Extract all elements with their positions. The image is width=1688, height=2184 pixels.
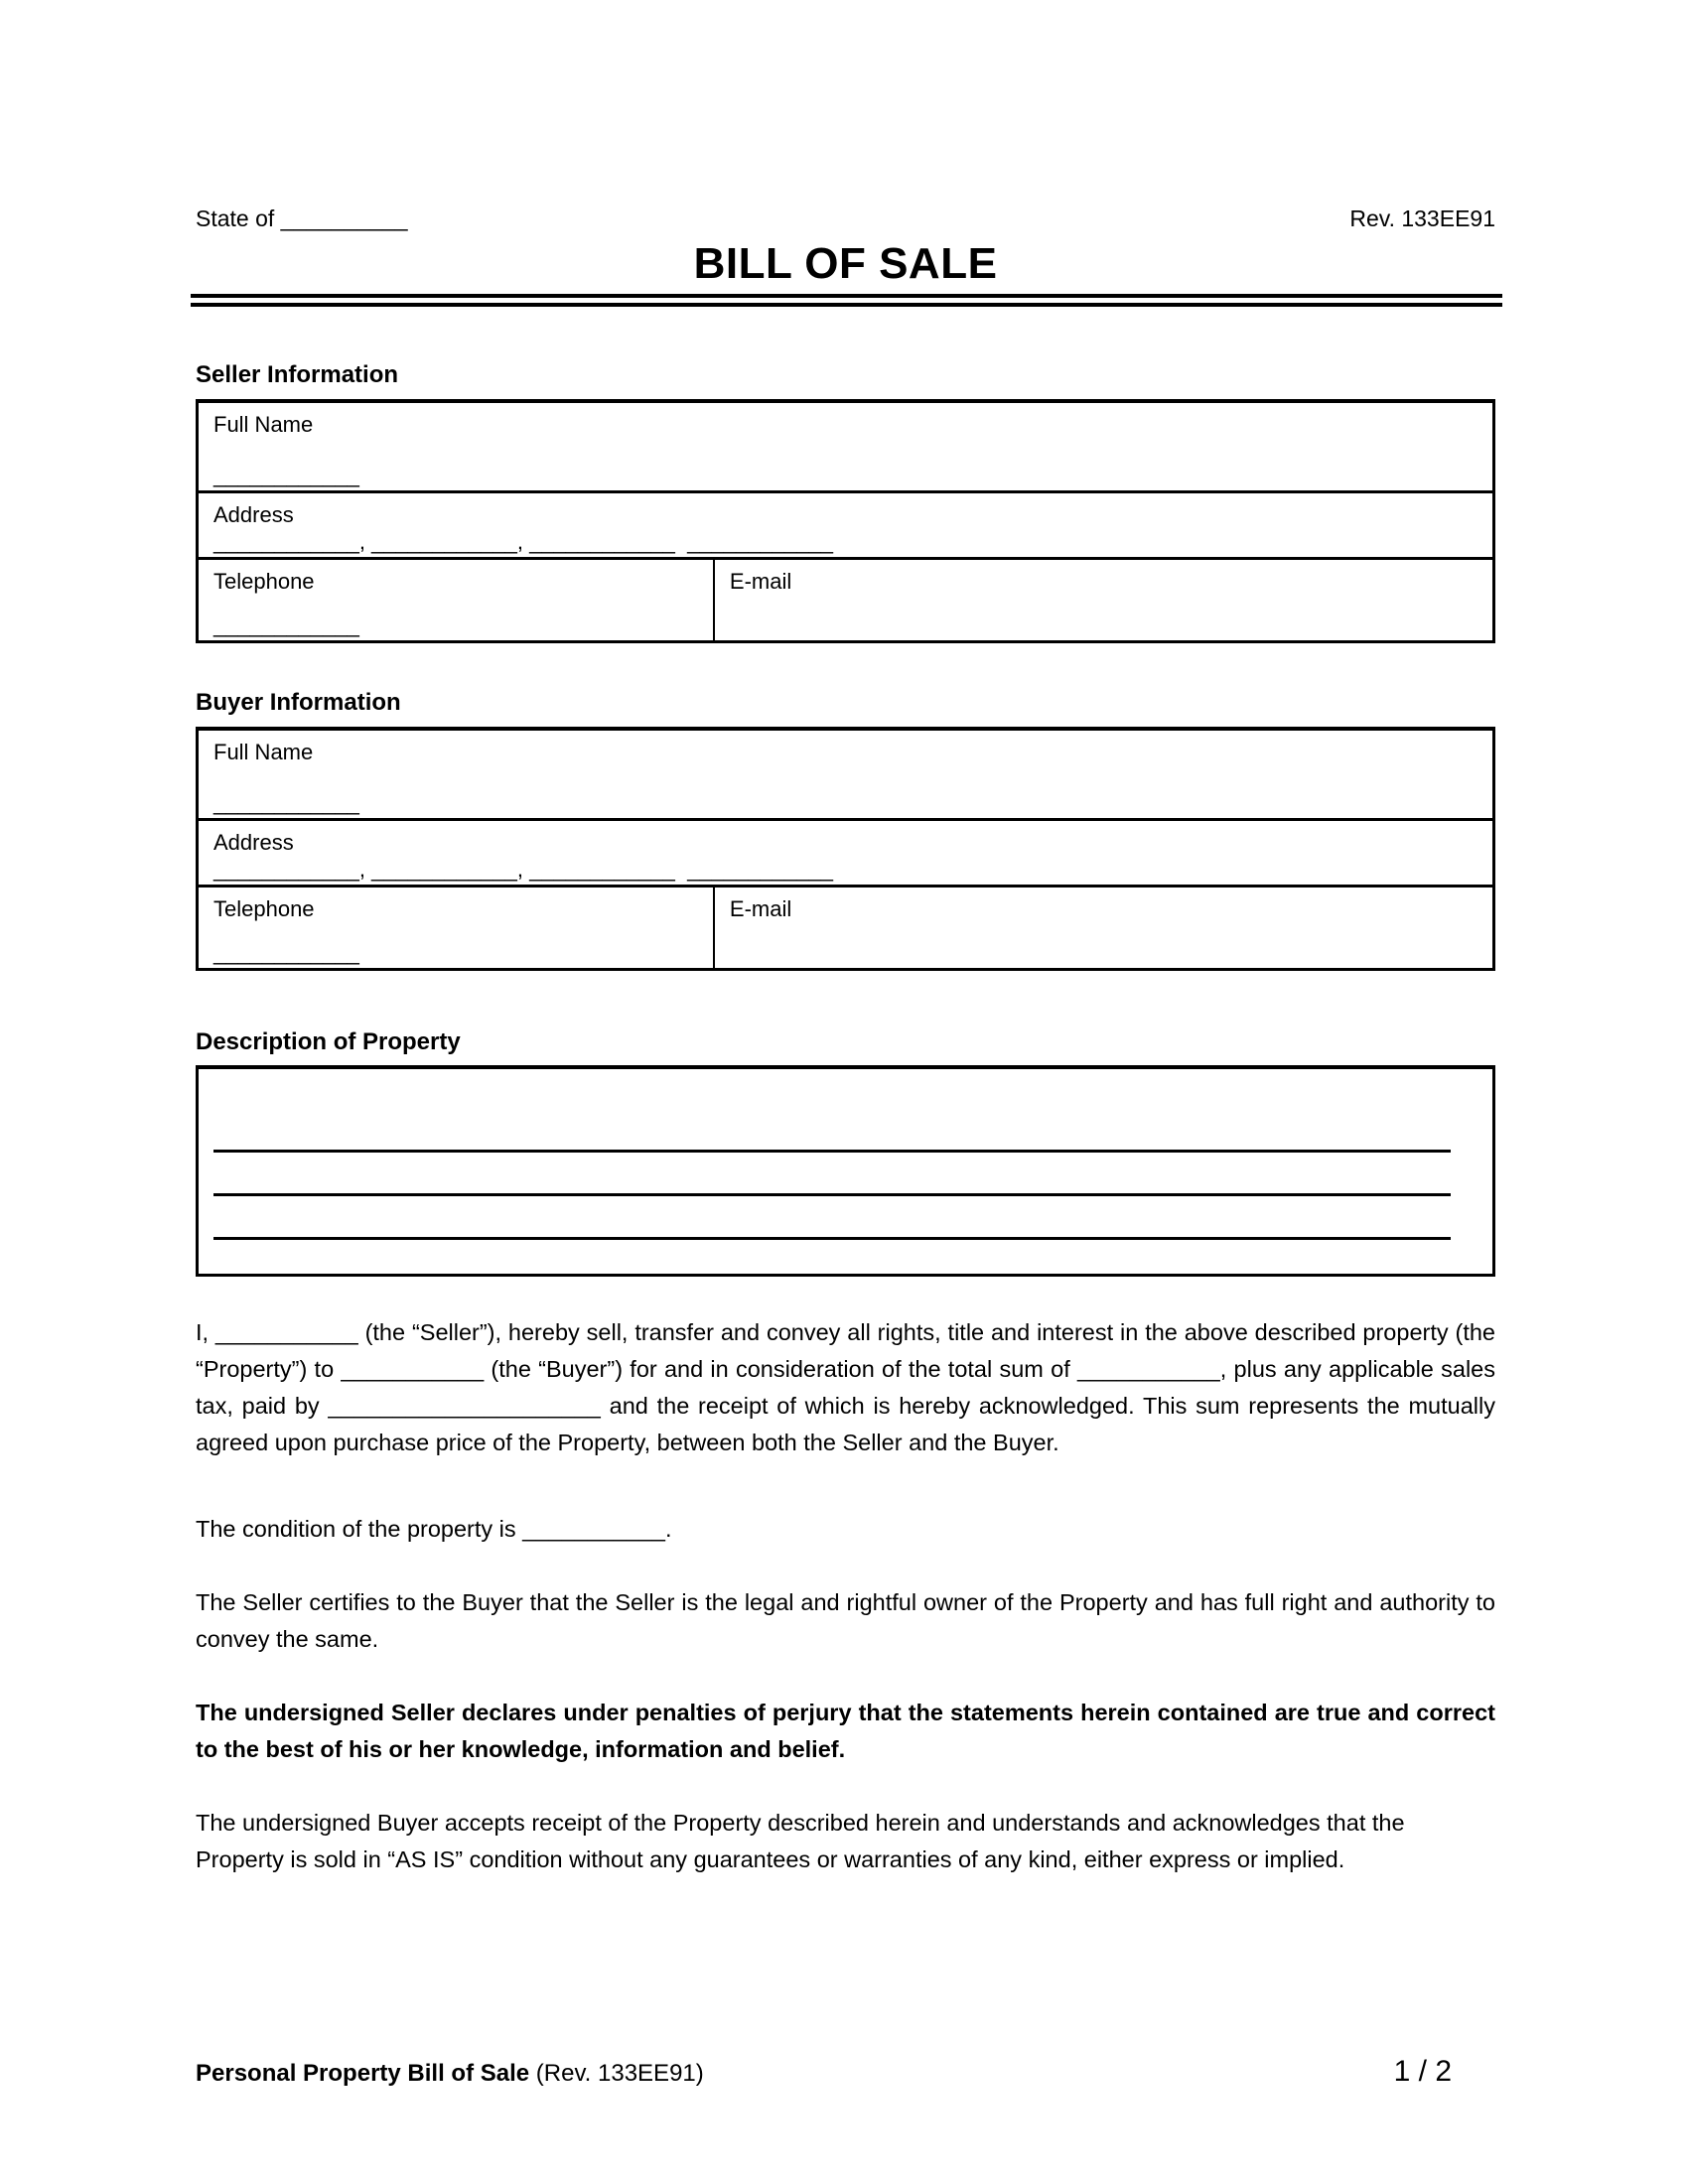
sale-paragraph: I, ___________ (the “Seller”), hereby sell, transfer and convey all rights, title and interest in the above described property (the “Property”) to ___________ (the “Buyer”) for and in consideration of the total sum of ___________, plus any applicable sales tax, paid by _____________________ and the receipt of which is hereby acknowledged. This sum represents the mutually agreed upon purchase price of the Property, between both the Seller and the Buyer.	[196, 1319, 1495, 1455]
seller-full-name-blank: ____________	[213, 463, 359, 487]
document-header	[196, 205, 1495, 232]
seller-telephone-label: Telephone	[213, 569, 315, 594]
description-box	[196, 1065, 1495, 1277]
buyer-contact-row	[199, 885, 1492, 968]
footer-document-name	[196, 2059, 704, 2089]
certification-paragraph: The Seller certifies to the Buyer that the Seller is the legal and rightful owner of the Property and has full right and authority to convey the same.	[196, 1589, 1495, 1652]
footer-revision: (Rev. 133EE91)	[529, 2060, 704, 2087]
seller-full-name-row	[199, 403, 1492, 490]
footer-title-bold: Personal Property Bill of Sale	[196, 2060, 530, 2087]
seller-telephone-cell	[199, 560, 715, 640]
buyer-address-label: Address	[213, 830, 294, 855]
seller-email-cell	[715, 560, 1492, 640]
buyer-email-label: E-mail	[729, 896, 792, 921]
buyer-full-name-row	[199, 731, 1492, 818]
buyer-telephone-label: Telephone	[213, 896, 315, 921]
description-write-line	[213, 1150, 1451, 1153]
description-write-line	[213, 1237, 1451, 1240]
buyer-telephone-blank: ____________	[213, 940, 359, 965]
seller-info-table	[196, 399, 1495, 643]
buyer-email-cell	[715, 887, 1492, 968]
revision-label: Rev. 133EE91	[1349, 205, 1495, 231]
seller-contact-row	[199, 557, 1492, 640]
buyer-info-table	[196, 727, 1495, 971]
seller-section-heading: Seller Information	[196, 361, 399, 388]
buyer-address-blanks: ____________, ____________, ____________ ____________	[213, 857, 833, 882]
buyer-full-name-label: Full Name	[213, 740, 314, 764]
buyer-section-heading: Buyer Information	[196, 689, 401, 716]
seller-telephone-blank: ____________	[213, 613, 359, 637]
page-number: 1 / 2	[1393, 2055, 1452, 2088]
seller-address-label: Address	[213, 502, 294, 527]
seller-email-label: E-mail	[729, 569, 792, 594]
seller-full-name-label: Full Name	[213, 412, 314, 437]
buyer-address-row	[199, 818, 1492, 885]
seller-address-blanks: ____________, ____________, ____________ ____________	[213, 529, 833, 554]
perjury-declaration-paragraph: The undersigned Seller declares under penalties of perjury that the statements herein contained are true and correct to the best of his or her knowledge, information and belief.	[196, 1700, 1495, 1762]
description-section-heading: Description of Property	[196, 1028, 461, 1055]
description-write-line	[213, 1193, 1451, 1196]
buyer-acceptance-paragraph: The undersigned Buyer accepts receipt of the Property described herein and understands and acknowledges that the Property is sold in “AS IS” condition without any guarantees or warranties of any kind, either express or implied.	[196, 1810, 1405, 1872]
state-of-line: State of __________	[196, 205, 408, 231]
buyer-full-name-blank: ____________	[213, 790, 359, 815]
buyer-telephone-cell	[199, 887, 715, 968]
page-footer	[196, 2055, 1495, 2089]
seller-address-row	[199, 490, 1492, 557]
title-divider-rule	[191, 294, 1502, 307]
condition-sentence: The condition of the property is ___________.	[196, 1516, 672, 1542]
document-title: BILL OF SALE	[693, 239, 998, 288]
